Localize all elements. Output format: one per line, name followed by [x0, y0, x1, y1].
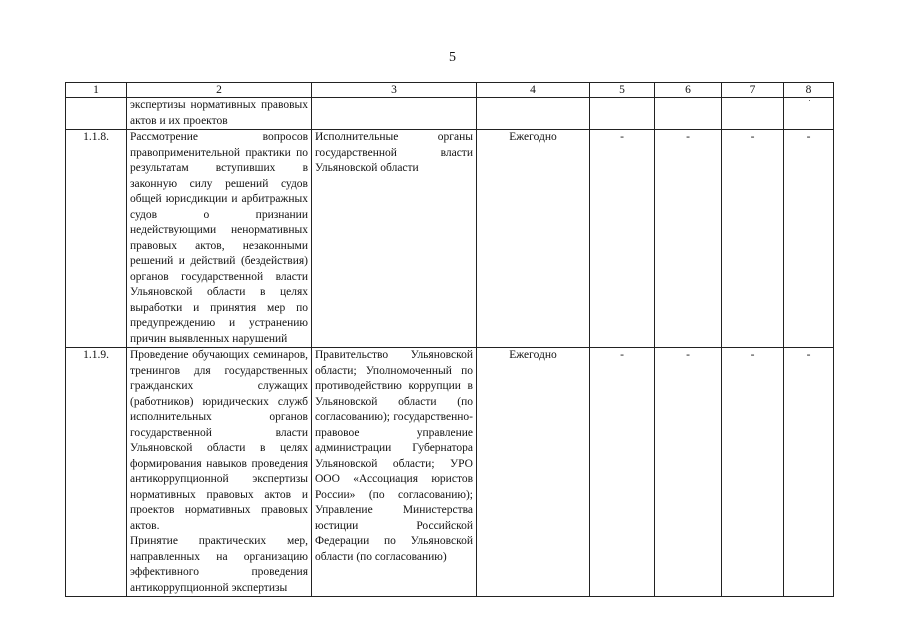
column-8-cell: - [784, 348, 834, 597]
column-7-cell: - [722, 348, 784, 597]
column-number: 2 [127, 83, 312, 98]
period-cell [477, 98, 590, 130]
row-number-cell: 1.1.8. [66, 130, 127, 348]
column-5-cell [590, 98, 655, 130]
column-number: 1 [66, 83, 127, 98]
column-6-cell [655, 98, 722, 130]
column-number-row [66, 83, 834, 98]
column-8-cell [784, 98, 834, 130]
measure-extra-text: Принятие практических мер, направленных на организацию эффективного проведения антикоррупционной экспертизы [130, 535, 308, 594]
column-5-cell: - [590, 130, 655, 348]
measures-table [65, 82, 834, 597]
measure-cell: экспертизы нормативных правовых актов и их проектов [127, 98, 312, 130]
period-cell: Ежегодно [477, 348, 590, 597]
measure-text: Проведение обучающих семинаров, тренингов для государственных гражданских служащих (работников) юридических служб исполнительных органов государственной власти Ульяновской области в целях формирования навыков проведения антикоррупционной экспертизы нормативных правовых актов и проектов нормативных правовых актов. [130, 349, 308, 532]
executors-cell [312, 98, 477, 130]
column-6-cell: - [655, 348, 722, 597]
scan-speck [809, 100, 810, 101]
column-8-cell: - [784, 130, 834, 348]
column-number: 8 [784, 83, 834, 98]
page-number: 5 [449, 50, 456, 65]
row-number-cell: 1.1.9. [66, 348, 127, 597]
period-cell: Ежегодно [477, 130, 590, 348]
column-7-cell [722, 98, 784, 130]
table-row [66, 130, 834, 348]
column-number: 4 [477, 83, 590, 98]
column-7-cell: - [722, 130, 784, 348]
table-row [66, 348, 834, 597]
measure-cell [127, 348, 312, 597]
executors-cell: Исполнительные органы государственной власти Ульяновской области [312, 130, 477, 348]
column-6-cell: - [655, 130, 722, 348]
column-number: 6 [655, 83, 722, 98]
column-number: 3 [312, 83, 477, 98]
continuation-row [66, 98, 834, 130]
column-number: 7 [722, 83, 784, 98]
measure-cell: Рассмотрение вопросов правоприменительной практики по результатам вступивших в законную силу решений судов общей юрисдикции и арбитражных судов о признании недействующими ненормативных правовых актов, незаконными решений и действий (бездействия) органов государственной власти Ульяновской области в целях выработки и принятия мер по предупреждению и устранению причин выявленных нарушений [127, 130, 312, 348]
column-5-cell: - [590, 348, 655, 597]
executors-cell: Правительство Ульяновской области; Уполномоченный по противодействию коррупции в Ульяновской области (по согласованию); государственно-правовое управление администрации Губернатора Ульяновской области; УРО ООО «Ассоциация юристов России» (по согласованию); Управление Министерства юстиции Российской Федерации по Ульяновской области (по согласованию) [312, 348, 477, 597]
row-number-cell [66, 98, 127, 130]
column-number: 5 [590, 83, 655, 98]
